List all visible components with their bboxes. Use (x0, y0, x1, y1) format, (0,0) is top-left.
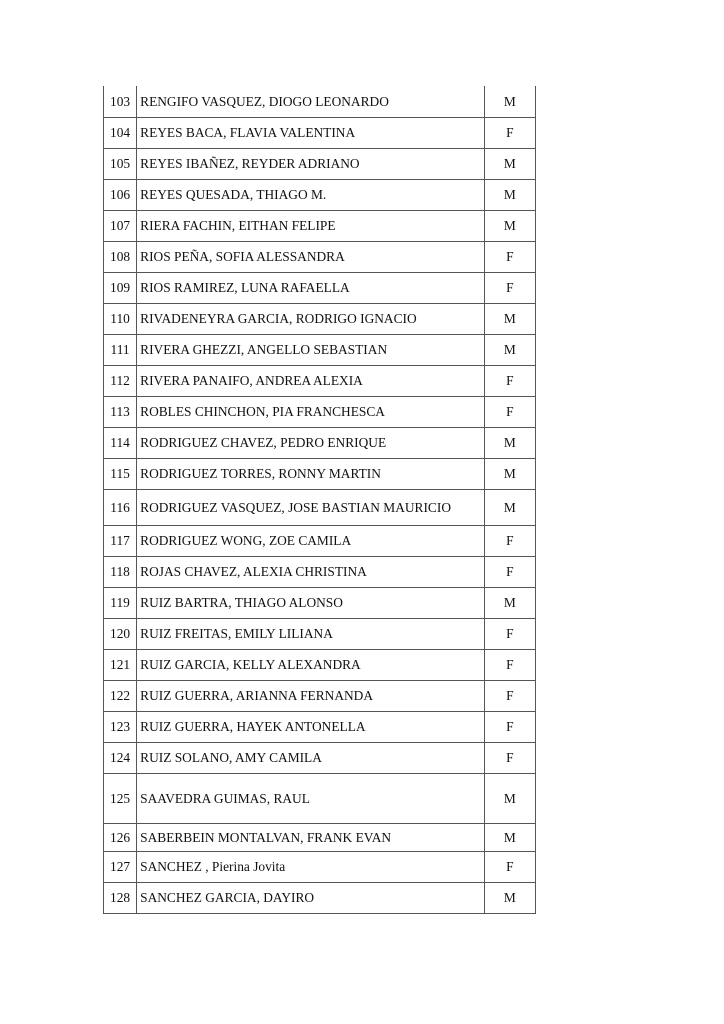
student-sex: F (484, 556, 535, 587)
student-sex: M (484, 427, 535, 458)
student-sex: M (484, 179, 535, 210)
student-name: SANCHEZ , Pierina Jovita (137, 851, 485, 882)
row-number: 124 (104, 742, 137, 773)
student-name: RIVERA GHEZZI, ANGELLO SEBASTIAN (137, 334, 485, 365)
student-name: RIERA FACHIN, EITHAN FELIPE (137, 210, 485, 241)
student-sex: M (484, 210, 535, 241)
row-number: 113 (104, 396, 137, 427)
row-number: 121 (104, 649, 137, 680)
row-number: 122 (104, 680, 137, 711)
student-sex: M (484, 303, 535, 334)
student-sex: F (484, 241, 535, 272)
row-number: 109 (104, 272, 137, 303)
student-name: RUIZ FREITAS, EMILY LILIANA (137, 618, 485, 649)
row-number: 127 (104, 851, 137, 882)
table-row (104, 649, 536, 680)
student-name: RUIZ GUERRA, ARIANNA FERNANDA (137, 680, 485, 711)
student-sex: F (484, 711, 535, 742)
roster-body (104, 86, 536, 913)
student-name: RUIZ SOLANO, AMY CAMILA (137, 742, 485, 773)
student-name: RUIZ GUERRA, HAYEK ANTONELLA (137, 711, 485, 742)
student-name: RUIZ GARCIA, KELLY ALEXANDRA (137, 649, 485, 680)
table-row (104, 272, 536, 303)
row-number: 123 (104, 711, 137, 742)
table-row (104, 86, 536, 117)
table-row (104, 334, 536, 365)
table-row (104, 525, 536, 556)
table-row (104, 396, 536, 427)
student-name: REYES BACA, FLAVIA VALENTINA (137, 117, 485, 148)
student-name: RODRIGUEZ VASQUEZ, JOSE BASTIAN MAURICIO (137, 489, 485, 525)
table-row (104, 427, 536, 458)
student-sex: M (484, 882, 535, 913)
row-number: 103 (104, 86, 137, 117)
student-sex: F (484, 851, 535, 882)
student-name: RIOS RAMIREZ, LUNA RAFAELLA (137, 272, 485, 303)
row-number: 126 (104, 823, 137, 851)
table-row (104, 458, 536, 489)
row-number: 120 (104, 618, 137, 649)
student-name: RIOS PEÑA, SOFIA ALESSANDRA (137, 241, 485, 272)
student-name: SAAVEDRA GUIMAS, RAUL (137, 773, 485, 823)
student-name: RODRIGUEZ TORRES, RONNY MARTIN (137, 458, 485, 489)
table-row (104, 365, 536, 396)
row-number: 114 (104, 427, 137, 458)
student-name: ROJAS CHAVEZ, ALEXIA CHRISTINA (137, 556, 485, 587)
table-row (104, 711, 536, 742)
student-sex: M (484, 823, 535, 851)
row-number: 110 (104, 303, 137, 334)
row-number: 104 (104, 117, 137, 148)
student-name: RODRIGUEZ WONG, ZOE CAMILA (137, 525, 485, 556)
row-number: 111 (104, 334, 137, 365)
student-sex: F (484, 365, 535, 396)
table-row (104, 241, 536, 272)
student-name: SANCHEZ GARCIA, DAYIRO (137, 882, 485, 913)
student-sex: F (484, 742, 535, 773)
student-sex: F (484, 618, 535, 649)
student-roster-table (103, 86, 536, 914)
row-number: 106 (104, 179, 137, 210)
row-number: 128 (104, 882, 137, 913)
student-name: RIVADENEYRA GARCIA, RODRIGO IGNACIO (137, 303, 485, 334)
row-number: 119 (104, 587, 137, 618)
table-row (104, 742, 536, 773)
table-row (104, 556, 536, 587)
student-sex: F (484, 117, 535, 148)
table-row (104, 117, 536, 148)
student-name: SABERBEIN MONTALVAN, FRANK EVAN (137, 823, 485, 851)
row-number: 108 (104, 241, 137, 272)
row-number: 112 (104, 365, 137, 396)
table-row (104, 148, 536, 179)
row-number: 116 (104, 489, 137, 525)
student-name: REYES IBAÑEZ, REYDER ADRIANO (137, 148, 485, 179)
row-number: 105 (104, 148, 137, 179)
student-name: RUIZ BARTRA, THIAGO ALONSO (137, 587, 485, 618)
student-sex: F (484, 272, 535, 303)
table-row (104, 773, 536, 823)
student-name: ROBLES CHINCHON, PIA FRANCHESCA (137, 396, 485, 427)
table-row (104, 680, 536, 711)
student-sex: F (484, 396, 535, 427)
row-number: 118 (104, 556, 137, 587)
student-sex: M (484, 489, 535, 525)
student-name: RIVERA PANAIFO, ANDREA ALEXIA (137, 365, 485, 396)
student-sex: F (484, 525, 535, 556)
student-sex: M (484, 86, 535, 117)
table-row (104, 489, 536, 525)
table-row (104, 303, 536, 334)
table-row (104, 210, 536, 241)
row-number: 107 (104, 210, 137, 241)
table-row (104, 823, 536, 851)
student-sex: M (484, 458, 535, 489)
student-sex: M (484, 773, 535, 823)
table-row (104, 587, 536, 618)
table-row (104, 882, 536, 913)
table-row (104, 179, 536, 210)
student-name: RENGIFO VASQUEZ, DIOGO LEONARDO (137, 86, 485, 117)
student-name: RODRIGUEZ CHAVEZ, PEDRO ENRIQUE (137, 427, 485, 458)
student-sex: M (484, 587, 535, 618)
table-row (104, 618, 536, 649)
row-number: 117 (104, 525, 137, 556)
student-sex: F (484, 680, 535, 711)
student-sex: F (484, 649, 535, 680)
row-number: 125 (104, 773, 137, 823)
table-row (104, 851, 536, 882)
student-sex: M (484, 334, 535, 365)
student-name: REYES QUESADA, THIAGO M. (137, 179, 485, 210)
row-number: 115 (104, 458, 137, 489)
student-sex: M (484, 148, 535, 179)
